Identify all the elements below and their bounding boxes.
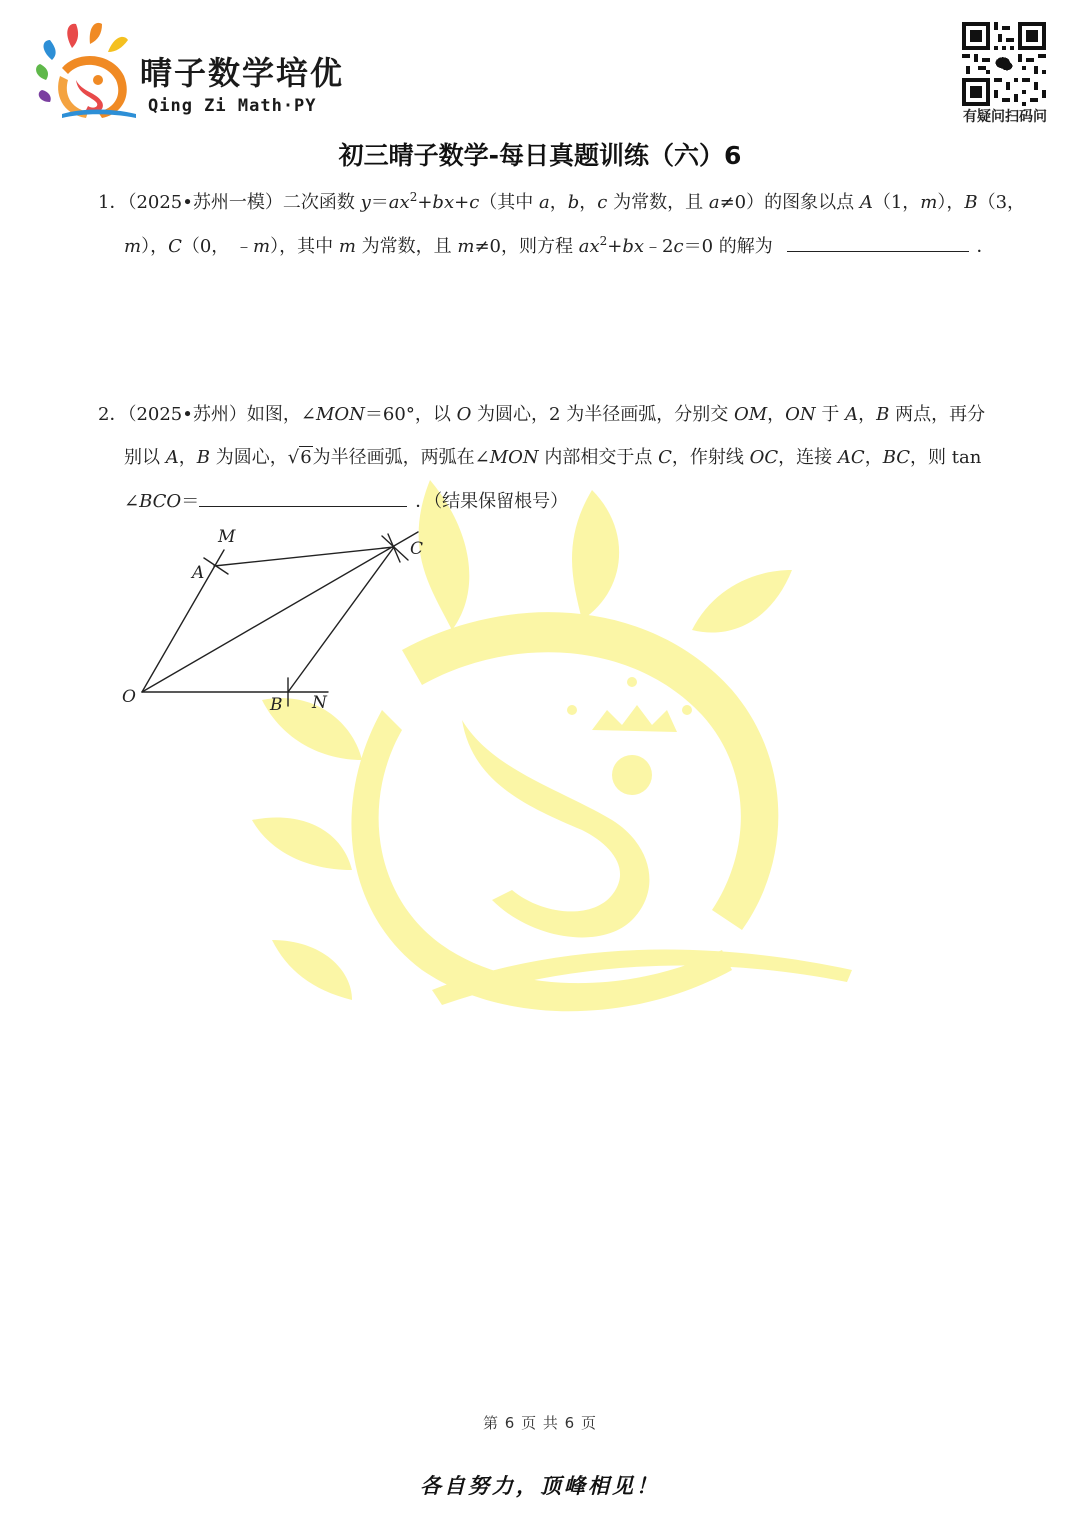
math-var: OC [749, 447, 779, 468]
math-var: m [457, 236, 475, 257]
answer-blank[interactable] [199, 488, 407, 507]
math-var: a [388, 192, 400, 213]
text: 两点，再分 [889, 404, 986, 425]
text: ， [858, 404, 877, 425]
text: ∠ [124, 491, 140, 512]
sqrt-sign: √ [287, 447, 300, 468]
math-var: A [859, 192, 873, 213]
text: ，则 tan [910, 447, 982, 468]
math-var: B [964, 192, 978, 213]
math-var: m [124, 236, 142, 257]
math-var: x [399, 192, 410, 213]
exponent: 2 [599, 234, 608, 248]
math-var: C [168, 236, 182, 257]
text: 为圆心，2 为半径画弧，分别交 [471, 404, 734, 425]
text: （3， [977, 192, 1026, 213]
exponent: 2 [409, 190, 418, 204]
math-var: c [673, 236, 684, 257]
ray-OM [142, 550, 224, 692]
math-var: c [597, 192, 608, 213]
text: （其中 [479, 192, 540, 213]
segment-BC [288, 547, 394, 692]
text: 别以 [124, 447, 166, 468]
text: ，连接 [778, 447, 838, 468]
question-2-line-2 [124, 446, 981, 470]
radicand: 6 [300, 447, 312, 468]
text: 为常数，且 [607, 192, 709, 213]
ray-OC [142, 532, 418, 692]
math-var: O [456, 404, 472, 425]
math-var: c [469, 192, 480, 213]
text: （1， [872, 192, 921, 213]
question-2-line-1 [98, 403, 985, 427]
math-var: MON [315, 404, 365, 425]
text: ），其中 [270, 236, 339, 257]
label-A: A [192, 563, 205, 583]
math-var: m [253, 236, 271, 257]
label-O: O [122, 687, 136, 707]
brand-logo [32, 18, 142, 128]
arc-mark-A [204, 558, 228, 574]
answer-blank[interactable] [787, 233, 969, 252]
math-var: B [876, 404, 890, 425]
question-number: 2． [98, 404, 128, 425]
text: ， [864, 447, 883, 468]
petal-purple [39, 90, 51, 102]
math-var: ON [785, 404, 816, 425]
text: ＝ [181, 491, 200, 512]
math-var: ax [578, 236, 600, 257]
question-source: （2025•苏州） [127, 404, 247, 425]
text: ＝60°，以 [364, 404, 457, 425]
text: ）， [937, 192, 965, 213]
question-source: （2025•苏州一模） [127, 192, 283, 213]
text: ． [976, 236, 995, 257]
math-var: a [539, 192, 550, 213]
text: ）， [141, 236, 169, 257]
math-var: MON [489, 447, 539, 468]
page-title: 初三晴子数学-每日真题训练（六）6 [338, 141, 742, 170]
text: 于 [815, 404, 846, 425]
label-M: M [218, 527, 236, 547]
text: + [454, 192, 470, 213]
question-1-line-2 [124, 233, 995, 259]
brand-name-cn: 晴子数学培优 [140, 54, 345, 92]
wechat-icon [994, 54, 1014, 74]
petal-blue [44, 40, 56, 60]
math-var: b [567, 192, 580, 213]
math-var: AC [837, 447, 865, 468]
label-B: B [270, 695, 283, 715]
math-var: C [658, 447, 672, 468]
text: 为常数，且 [355, 236, 458, 257]
math-var: bx [622, 236, 645, 257]
text: ＝0 的解为 [683, 236, 773, 257]
math-var: OM [733, 404, 768, 425]
petal-orange [90, 23, 102, 44]
question-2-line-3 [124, 488, 568, 514]
math-var: m [338, 236, 356, 257]
segment-AC [214, 547, 394, 566]
text: 二次函数 [282, 192, 361, 213]
qr-code[interactable] [962, 22, 1046, 106]
math-var: B [196, 447, 210, 468]
text: ＝ [370, 192, 389, 213]
text: ．（结果保留根号） [415, 491, 569, 512]
petal-green [36, 64, 48, 80]
label-N: N [312, 693, 327, 713]
geometry-figure [118, 522, 430, 718]
question-1-line-1 [98, 191, 1025, 215]
petal-red [67, 24, 78, 48]
text: ， [549, 192, 568, 213]
brand-name-en: Qing Zi Math·PY [148, 96, 317, 116]
page-number: 第 6 页 共 6 页 [483, 1414, 597, 1432]
text: 为半径画弧，两弧在∠ [312, 447, 490, 468]
text: ≠0，则方程 [474, 236, 579, 257]
petal-yellow [108, 37, 128, 52]
question-number: 1． [98, 192, 128, 213]
text: + [607, 236, 623, 257]
sqrt-expression [288, 446, 313, 470]
text: ≠0）的图象以点 [719, 192, 860, 213]
text: + [417, 192, 433, 213]
text: 内部相交于点 [538, 447, 659, 468]
math-var: y [360, 192, 371, 213]
text: ，作射线 [671, 447, 750, 468]
qr-caption: 有疑问扫码问 [963, 109, 1047, 125]
text: （0， ﹣ [181, 236, 254, 257]
footer-slogan: 各自努力，顶峰相见！ [420, 1474, 660, 1498]
text: ， [579, 192, 598, 213]
text: ， [178, 447, 197, 468]
text: 为圆心， [209, 447, 288, 468]
text: ﹣2 [644, 236, 674, 257]
math-var: BCO [139, 491, 182, 512]
math-var: A [165, 447, 179, 468]
text: ， [767, 404, 786, 425]
math-var: m [920, 192, 938, 213]
math-var: bx [432, 192, 455, 213]
text: 如图，∠ [246, 404, 316, 425]
math-var: BC [882, 447, 911, 468]
math-var: A [845, 404, 859, 425]
math-var: a [708, 192, 720, 213]
label-C: C [410, 539, 424, 559]
